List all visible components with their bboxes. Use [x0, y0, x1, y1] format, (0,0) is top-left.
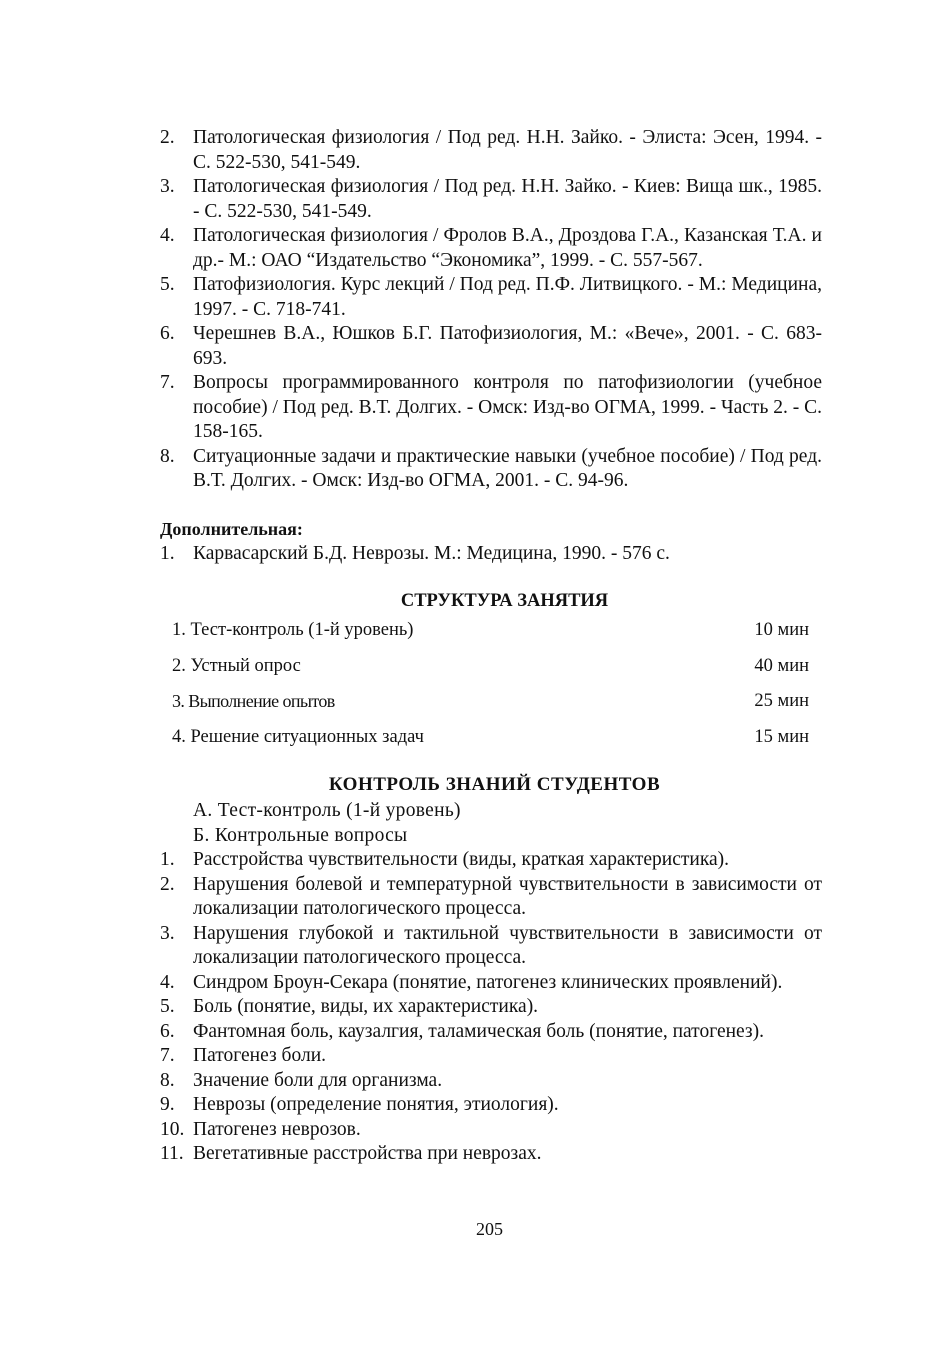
reference-number: 3. — [160, 176, 175, 197]
reference-text: Черешнев В.А., Юшков Б.Г. Патофизиология, М.: «Вече», 2001. - С. 683-693. — [193, 323, 822, 369]
schedule-task: 4. Решение ситуационных задач — [172, 726, 424, 747]
question-number: 1. — [160, 849, 175, 870]
question-item — [160, 1118, 822, 1143]
question-text: Нарушения болевой и температурной чувствительности в зависимости от локализации патологического процесса. — [193, 873, 822, 919]
question-number: 6. — [160, 1020, 175, 1042]
schedule-task: 2. Устный опрос — [172, 655, 301, 676]
schedule-duration: 10 мин — [754, 620, 809, 640]
question-number: 3. — [160, 922, 175, 944]
schedule-row — [172, 619, 809, 655]
schedule-task: 3. Выполнение опытов — [172, 691, 335, 711]
reference-text: Патологическая физиология / Под ред. Н.Н. Зайко. - Киев: Вища шк., 1985. - С. 522-530, 541-549. — [193, 176, 822, 222]
structure-title: СТРУКТУРА ЗАНЯТИЯ — [400, 591, 609, 611]
reference-item — [160, 224, 822, 273]
reference-text: Патофизиология. Курс лекций / Под ред. П.Ф. Литвицкого. - М.: Медицина, 1997. - С. 718-741. — [193, 274, 822, 320]
reference-number: 7. — [160, 372, 175, 393]
question-item — [160, 1093, 822, 1118]
question-item — [160, 873, 822, 922]
question-text: Значение боли для организма. — [193, 1069, 443, 1091]
question-item — [160, 1069, 822, 1094]
question-item — [160, 995, 822, 1020]
schedule-row — [172, 690, 809, 726]
control-questions-list — [160, 848, 822, 1167]
question-text: Фантомная боль, каузалгия, таламическая боль (понятие, патогенез). — [193, 1020, 764, 1042]
schedule-task: 1. Тест-контроль (1-й уровень) — [172, 620, 414, 640]
question-number: 7. — [160, 1045, 175, 1066]
control-title: КОНТРОЛЬ ЗНАНИЙ СТУДЕНТОВ — [328, 774, 661, 795]
reference-item — [160, 126, 822, 175]
reference-number: 8. — [160, 445, 175, 467]
schedule-row — [172, 655, 809, 691]
question-text: Вегетативные расстройства при неврозах. — [193, 1143, 542, 1164]
question-number: 2. — [160, 873, 175, 895]
question-text: Синдром Броун-Секара (понятие, патогенез клинических проявлений). — [193, 971, 783, 993]
question-text: Расстройства чувствительности (виды, краткая характеристика). — [193, 849, 730, 870]
reference-text: Карвасарский Б.Д. Неврозы. М.: Медицина, 1990. - 576 с. — [193, 543, 670, 564]
reference-number: 6. — [160, 323, 175, 344]
reference-item — [160, 175, 822, 224]
reference-text: Вопросы программированного контроля по патофизиологии (учебное пособие) / Под ред. В.Т. Долгих. - Омск: Изд-во ОГМА, 1999. - Часть 2. - С. 158-165. — [193, 372, 822, 442]
reference-text: Патологическая физиология / Под ред. Н.Н. Зайко. - Элиста: Эсен, 1994. - С. 522-530, 541-549. — [193, 127, 822, 173]
question-number: 11. — [160, 1143, 184, 1164]
question-text: Нарушения глубокой и тактильной чувствительности в зависимости от локализации патологического процесса. — [193, 922, 822, 968]
question-item — [160, 922, 822, 971]
question-item — [160, 848, 822, 873]
schedule-duration: 15 мин — [754, 726, 809, 747]
reference-item — [160, 273, 822, 322]
question-text: Патогенез неврозов. — [193, 1118, 361, 1140]
schedule-row — [172, 726, 809, 762]
question-text: Неврозы (определение понятия, этиология). — [193, 1094, 559, 1115]
question-text: Патогенез боли. — [193, 1045, 327, 1066]
question-number: 4. — [160, 971, 175, 993]
reference-item — [160, 322, 822, 371]
reference-text: Патологическая физиология / Фролов В.А., Дроздова Г.А., Казанская Т.А. и др.- М.: ОАО “Издательство “Экономика”, 1999. - С. 557-567. — [193, 225, 822, 271]
reference-number: 1. — [160, 543, 175, 564]
reference-item — [160, 371, 822, 445]
question-number: 5. — [160, 996, 175, 1017]
reference-number: 5. — [160, 274, 175, 295]
reference-number: 2. — [160, 127, 175, 148]
question-number: 8. — [160, 1069, 175, 1091]
question-text: Боль (понятие, виды, их характеристика). — [193, 996, 539, 1017]
question-item — [160, 1142, 822, 1167]
reference-text: Ситуационные задачи и практические навыки (учебное пособие) / Под ред. В.Т. Долгих. - Омск: Изд-во ОГМА, 2001. - С. 94-96. — [193, 445, 822, 491]
additional-references-list — [160, 542, 822, 567]
schedule-duration: 25 мин — [754, 691, 809, 711]
additional-heading: Дополнительная: — [160, 519, 303, 539]
question-item — [160, 1020, 822, 1045]
lesson-schedule — [172, 619, 809, 761]
control-parts — [193, 799, 461, 848]
references-list — [160, 126, 822, 494]
question-item — [160, 1044, 822, 1069]
question-number: 10. — [160, 1118, 185, 1140]
reference-number: 4. — [160, 225, 175, 246]
control-part-a: А. Тест-контроль (1-й уровень) — [193, 800, 461, 821]
schedule-duration: 40 мин — [754, 655, 809, 676]
question-item — [160, 971, 822, 996]
question-number: 9. — [160, 1094, 175, 1115]
control-part-b: Б. Контрольные вопросы — [193, 824, 408, 846]
additional-reference-item — [160, 542, 822, 567]
page-number: 205 — [476, 1219, 503, 1239]
reference-item — [160, 445, 822, 494]
